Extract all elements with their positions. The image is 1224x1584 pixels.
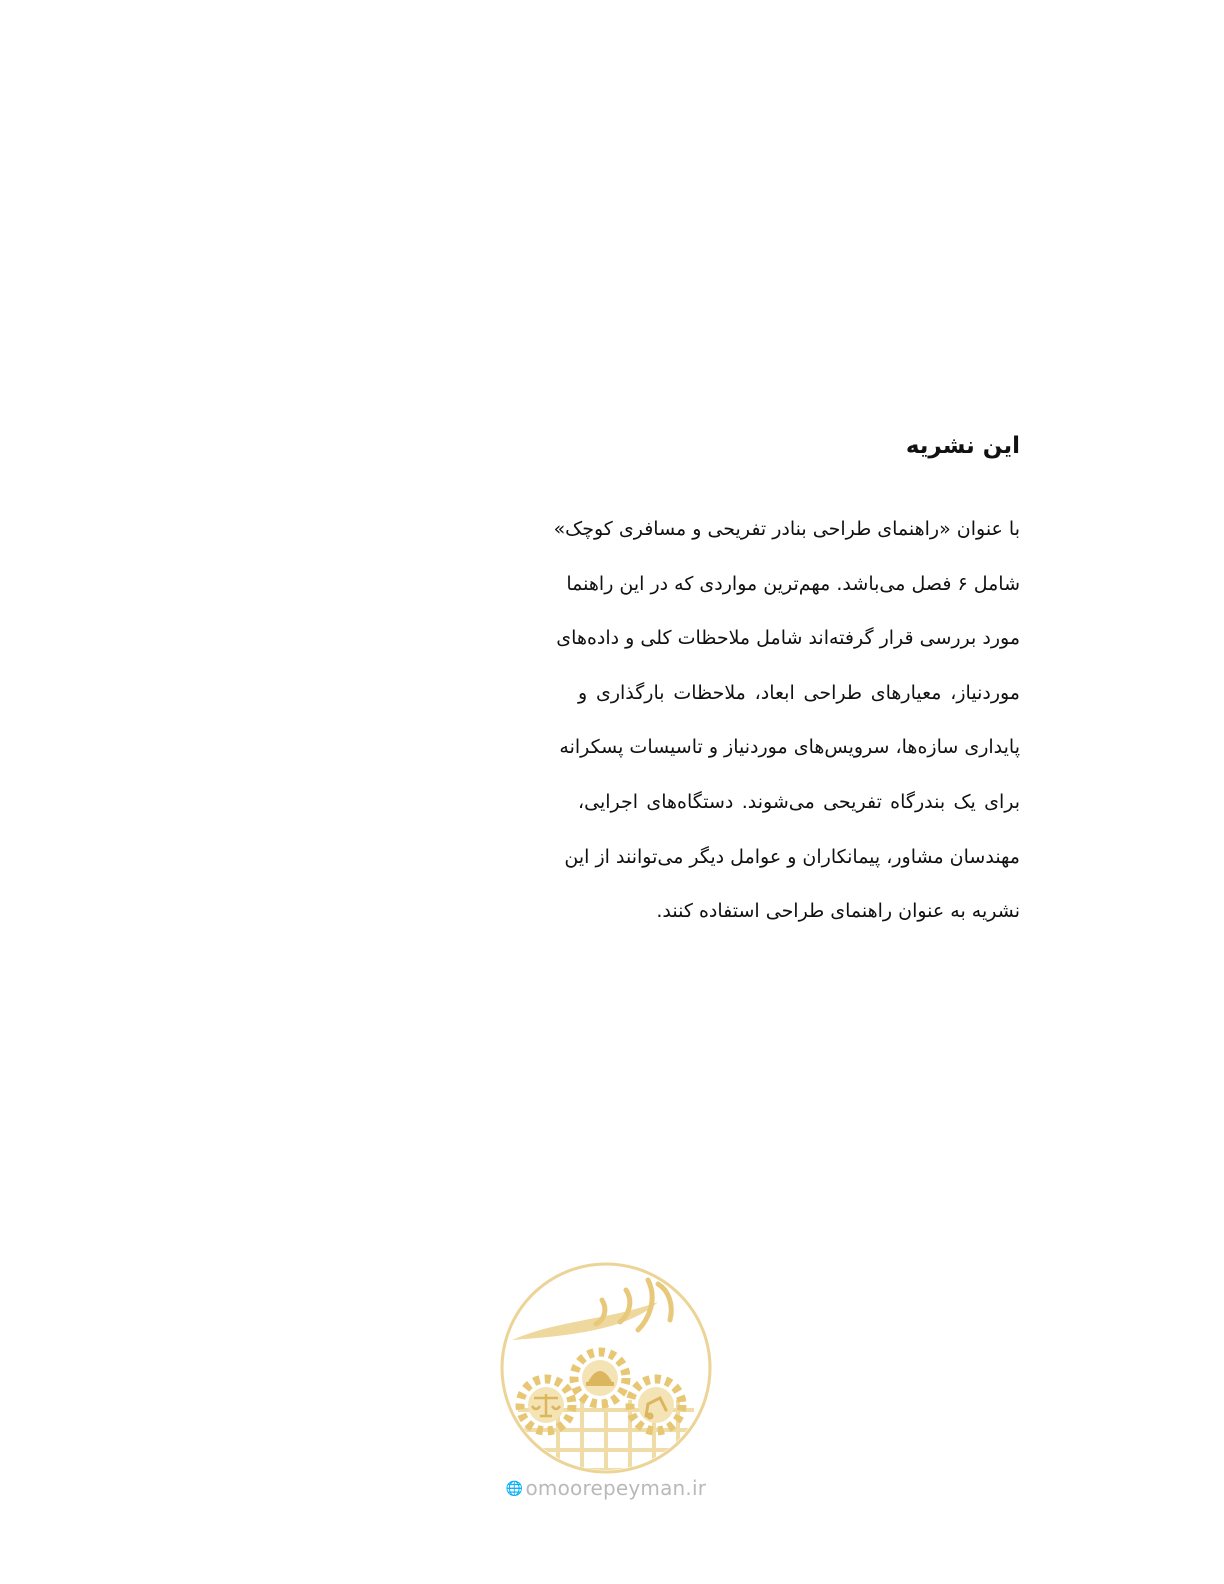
seal-icon (498, 1260, 714, 1476)
body-paragraph (553, 502, 1020, 939)
paragraph-line: موردنیاز، معیارهای طراحی ابعاد، ملاحظات بارگذاری و (578, 681, 1020, 704)
paragraph-line: مورد بررسی قرار گرفته‌اند شامل ملاحظات کلی و داده‌های (556, 627, 1020, 650)
paragraph-line: نشریه به عنوان راهنمای طراحی استفاده کنند. (656, 900, 1020, 923)
paragraph-line: برای یک بندرگاه تفریحی می‌شوند. دستگاه‌های اجرایی، (578, 790, 1020, 813)
page-title: این نشریه (905, 433, 1020, 459)
paragraph-line: با عنوان «راهنمای طراحی بنادر تفریحی و مسافری کوچک» (553, 518, 1020, 540)
paragraph-line: شامل ۶ فصل می‌باشد. مهم‌ترین مواردی که در این راهنما (566, 572, 1020, 595)
page-content (553, 424, 1020, 939)
watermark-url (498, 1476, 714, 1500)
watermark-logo (498, 1260, 714, 1510)
paragraph-line: پایداری سازه‌ها، سرویس‌های موردنیاز و تاسیسات پسکرانه (559, 736, 1020, 759)
watermark-url-text: omoorepeyman.ir (525, 1476, 707, 1500)
globe-icon: 🌐 (505, 1481, 524, 1497)
paragraph-line: مهندسان مشاور، پیمانکاران و عوامل دیگر می‌توانند از این (564, 845, 1020, 868)
